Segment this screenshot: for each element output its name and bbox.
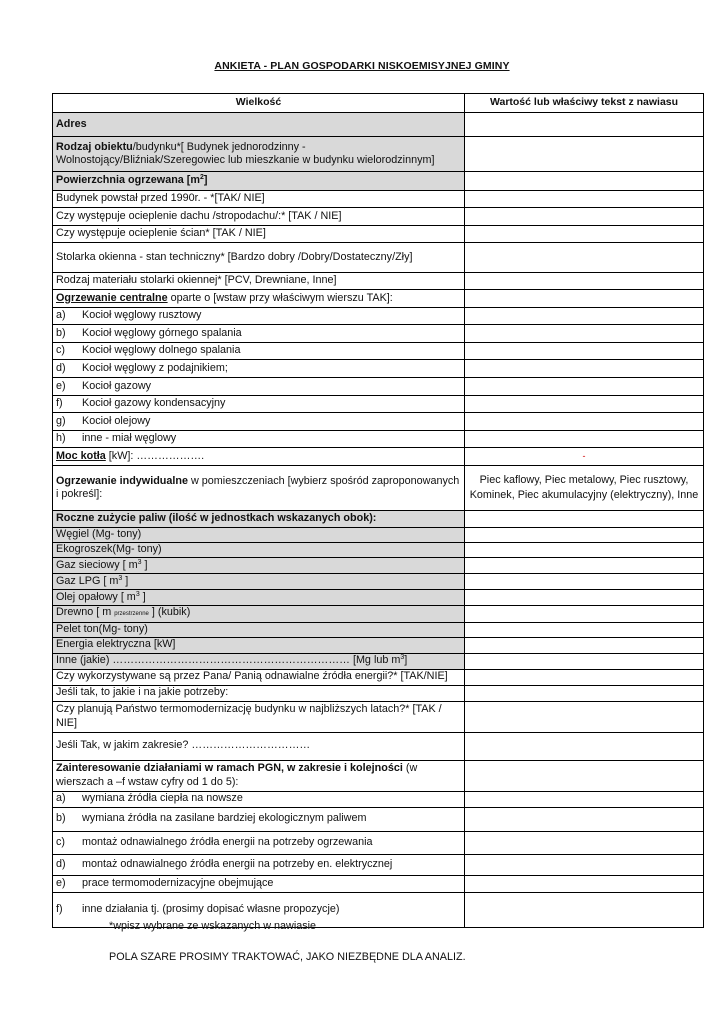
header-value: Wartość lub właściwy tekst z nawiasu [465,94,704,113]
row-stolarka: Stolarka okienna - stan techniczny* [Bardzo dobry /Dobry/Dostateczny/Zły] [53,243,465,273]
co-item-text: Kocioł węglowy dolnego spalania [82,344,241,357]
close: ] [139,590,146,603]
row-gaz-sieciowy [53,558,465,574]
value-energia[interactable] [465,637,704,653]
co-item [53,308,465,325]
row-oze: Czy wykorzystywane są przez Pana/ Panią odnawialne źródła energii?* [TAK/NIE] [53,669,465,685]
value-inne[interactable] [465,653,704,669]
moc-text: [kW]: ………………. [105,449,205,462]
sup: 3 [400,654,405,662]
zaint-item-letter: e) [56,876,66,889]
row-docieplenie-scian: Czy występuje ocieplenie ścian* [TAK / NIE] [53,226,465,243]
value-termo-zakres[interactable] [465,732,704,760]
value-ekogroszek[interactable] [465,543,704,558]
value-ogrzewanie-centralne[interactable] [465,290,704,308]
row-termo-zakres: Jeśli Tak, w jakim zakresie? …………………………… [53,732,465,760]
co-item [53,413,465,431]
value-zaint-item[interactable] [465,875,704,892]
value-co-item[interactable] [465,378,704,396]
zaint-item [53,875,465,892]
zaint-item-text: prace termomodernizacyjne obejmujące [82,876,274,889]
footnote: *wpisz wybrane ze wskazanych w nawiasie [109,920,317,932]
co-item-text: Kocioł gazowy [82,379,152,392]
rodzaj-text-1: /budynku*[ Budynek jednorodzinny - [132,140,306,153]
survey-table [52,93,704,928]
value-wegiel[interactable] [465,528,704,543]
value-docieplenie-scian[interactable] [465,226,704,243]
zaint-item-text: wymiana źródła ciepła na nowsze [82,792,243,805]
zaint-item [53,791,465,807]
zaint-item-text: wymiana źródła na zasilane bardziej ekologicznym paliwem [82,812,367,825]
co-item [53,325,465,343]
value-material[interactable] [465,273,704,290]
co-item-letter: g) [56,414,66,427]
value-zaint-item[interactable] [465,831,704,854]
zaint-label: Zainteresowanie działaniami w ramach PGN, w zakresie i kolejności [56,762,403,774]
row-energia: Energia elektryczna [kW] [53,637,465,653]
row-material: Rodzaj materiału stolarki okiennej* [PCV, Drewniane, Inne] [53,273,465,290]
value-zaint-item[interactable] [465,791,704,807]
sup: 3 [137,558,142,566]
zaint-text: (w wierszach a –f wstaw cyfry od 1 do 5): [56,762,418,788]
drewno-end: ] (kubik) [148,606,191,618]
drewno-sub: przestrzenne [114,611,149,617]
value-stolarka[interactable] [465,243,704,273]
value-co-item[interactable] [465,325,704,343]
sup: 3 [118,574,123,582]
row-termomodernizacja: Czy planują Państwo termomodernizację budynku w najbliższych latach?* [TAK / NIE] [53,701,465,732]
value-co-item[interactable] [465,396,704,413]
row-oze-jakie: Jeśli tak, to jakie i na jakie potrzeby: [53,685,465,701]
row-olej [53,590,465,606]
co-item-text: Kocioł węglowy z podajnikiem; [82,361,228,374]
header-quantity: Wielkość [53,94,465,113]
zaint-item-text: inne działania tj. (prosimy dopisać własne propozycje) [82,902,340,915]
zaint-item [53,854,465,875]
olej-label: Olej opałowy [ m [56,590,136,603]
row-pelet: Pelet ton(Mg- tony) [53,622,465,637]
zaint-item-letter: a) [56,792,66,805]
value-zaint-item[interactable] [465,807,704,831]
value-moc-kotla[interactable]: - [465,448,704,466]
value-co-item[interactable] [465,308,704,325]
value-termomodernizacja[interactable] [465,701,704,732]
co-item-text: Kocioł olejowy [82,414,151,427]
rodzaj-text-2: Wolnostojący/Bliźniak/Szeregowiec lub mieszkanie w budynku wielorodzinnym] [56,154,435,166]
row-gaz-lpg [53,574,465,590]
co-item-letter: c) [56,344,65,357]
co-item [53,396,465,413]
zaint-item-letter: d) [56,857,66,870]
value-co-item[interactable] [465,343,704,360]
indyw-text: w pomieszczeniach [wybierz spośród zaproponowanych i pokreśl]: [56,474,460,500]
inne-label: Inne (jakie) ………………………………………………………… [Mg lub m [56,654,401,667]
co-label: Ogrzewanie centralne [56,291,168,304]
value-pelet[interactable] [465,622,704,637]
value-gaz-lpg[interactable] [465,574,704,590]
row-zainteresowanie [53,760,465,791]
close: ] [122,574,129,587]
page-title: ANKIETA - PLAN GOSPODARKI NISKOEMISYJNEJ GMINY [214,60,510,72]
row-moc-kotla [53,448,465,466]
value-ogrzewanie-indywidualne[interactable]: Piec kaflowy, Piec metalowy, Piec rusztowy, Kominek, Piec akumulacyjny (elektryczny), Inne [465,466,704,511]
value-oze[interactable] [465,669,704,685]
zaint-item-text: montaż odnawialnego źródła energii na potrzeby ogrzewania [82,835,373,848]
zaint-item-text: montaż odnawialnego źródła energii na potrzeby en. elektrycznej [82,857,393,870]
co-item [53,343,465,360]
co-item-text: Kocioł gazowy kondensacyjny [82,397,226,410]
value-co-item[interactable] [465,413,704,431]
value-adres[interactable] [465,113,704,137]
value-oze-jakie[interactable] [465,685,704,701]
co-item-letter: f) [56,397,63,410]
co-item [53,431,465,448]
value-zaint-item[interactable] [465,892,704,927]
row-powierzchnia [53,172,465,191]
gaz-lpg-label: Gaz LPG [ m [56,574,119,587]
row-adres: Adres [53,113,465,137]
close: ] [141,558,148,571]
gaz-sieciowy-label: Gaz sieciowy [ m [56,558,138,571]
co-item [53,378,465,396]
row-roczne-zuzycie: Roczne zużycie paliw (ilość w jednostkach wskazanych obok): [53,511,465,528]
co-item-text: Kocioł węglowy górnego spalania [82,326,242,339]
powierzchnia-sup: 2 [200,174,204,182]
value-olej[interactable] [465,590,704,606]
row-drewno [53,606,465,623]
value-budynek-1990[interactable] [465,191,704,208]
row-docieplenie-dachu: Czy występuje ocieplenie dachu /stropodachu/:* [TAK / NIE] [53,208,465,226]
row-ogrzewanie-indywidualne [53,466,465,511]
powierzchnia-end: ] [203,174,208,187]
footer-notice: POLA SZARE PROSIMY TRAKTOWAĆ, JAKO NIEZBĘDNE DLA ANALIZ. [109,951,466,963]
co-item-letter: e) [56,379,66,392]
row-ogrzewanie-centralne [53,290,465,308]
co-item-text: Kocioł węglowy rusztowy [82,309,202,322]
value-zainteresowanie[interactable] [465,760,704,791]
inne-end: ] [404,654,408,667]
co-item-letter: b) [56,326,66,339]
rodzaj-label: Rodzaj obiektu [56,140,133,153]
co-item-text: inne - miał węglowy [82,432,177,445]
sup: 3 [135,590,140,598]
row-budynek-1990: Budynek powstał przed 1990r. - *[TAK/ NIE] [53,191,465,208]
row-rodzaj [53,137,465,172]
value-docieplenie-dachu[interactable] [465,208,704,226]
zaint-item-letter: b) [56,812,66,825]
row-wegiel: Węgiel (Mg- tony) [53,528,465,543]
value-gaz-sieciowy[interactable] [465,558,704,574]
value-rodzaj[interactable] [465,137,704,172]
zaint-item [53,831,465,854]
drewno-label: Drewno [ m [56,606,115,618]
zaint-item-letter: c) [56,835,65,848]
value-zaint-item[interactable] [465,854,704,875]
zaint-item-letter: f) [56,902,63,915]
co-item-letter: d) [56,361,66,374]
value-drewno[interactable] [465,606,704,623]
value-roczne-zuzycie[interactable] [465,511,704,528]
moc-label: Moc kotła [56,449,106,462]
row-ekogroszek: Ekogroszek(Mg- tony) [53,543,465,558]
value-co-item[interactable] [465,431,704,448]
co-text: oparte o [wstaw przy właściwym wierszu TAK]: [167,291,393,304]
co-item-letter: h) [56,432,66,445]
row-inne [53,653,465,669]
co-item-letter: a) [56,309,66,322]
value-co-item[interactable] [465,360,704,378]
indyw-label: Ogrzewanie indywidualne [56,474,188,487]
co-item [53,360,465,378]
zaint-item [53,807,465,831]
value-powierzchnia[interactable] [465,172,704,191]
powierzchnia-label: Powierzchnia ogrzewana [m [56,174,200,187]
